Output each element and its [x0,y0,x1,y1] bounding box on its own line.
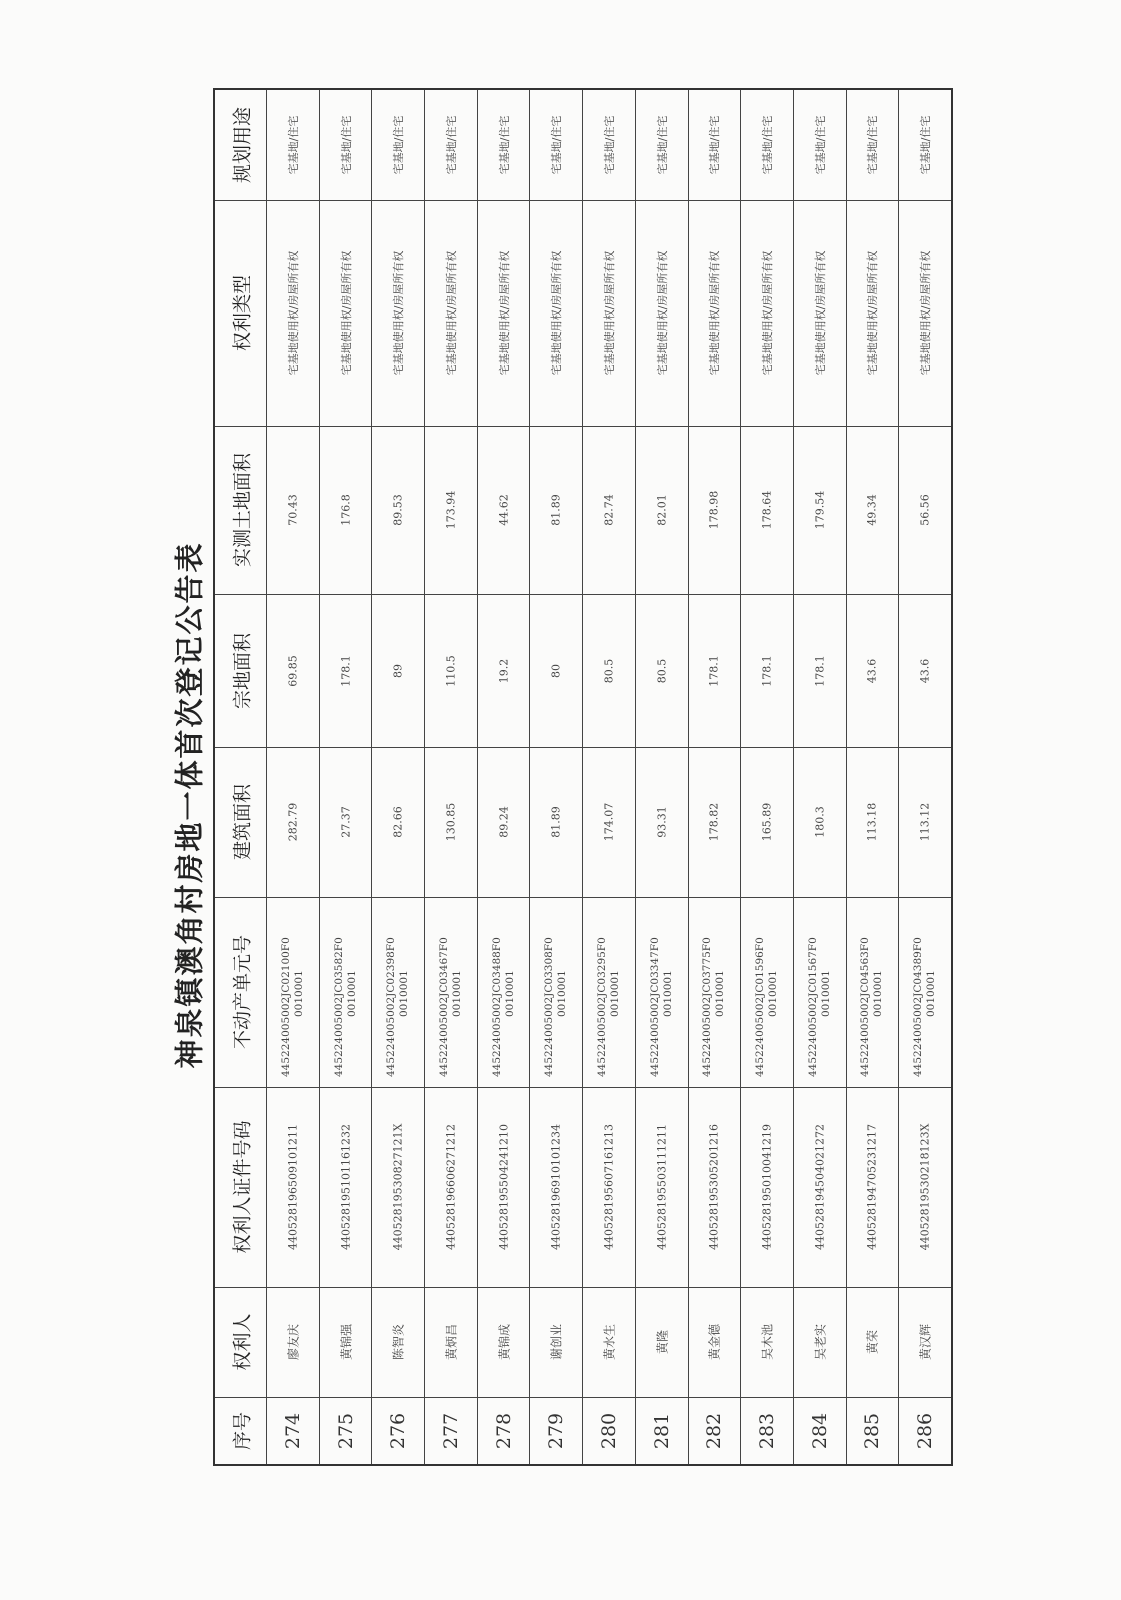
unit-no-line-1: 445224005002JC01567F0 [806,937,819,1078]
survey-area-cell: 44.62 [478,427,530,595]
seq-cell: 282 [703,1412,726,1450]
purpose-cell: 宅基地/住宅 [741,90,793,201]
owner-cell: 黄汉辉 [899,1288,951,1399]
page-title: 神泉镇澳角村房地一体首次登记公告表 [172,541,207,1069]
owner-cell: 黄炳昌 [425,1288,477,1399]
survey-area-cell: 89.53 [372,427,424,595]
header-survey-area: 实测土地面积 [215,427,266,595]
purpose-cell: 宅基地/住宅 [320,90,372,201]
right-type-cell: 宅基地使用权/房屋所有权 [689,201,741,427]
parcel-area-cell: 19.2 [478,595,530,749]
unit-no-line-1: 445224005002JC03308F0 [543,937,556,1078]
parcel-area-cell: 43.6 [899,595,951,749]
seq-cell: 280 [597,1412,620,1450]
building-area-cell: 113.12 [899,748,951,898]
purpose-cell: 宅基地/住宅 [794,90,846,201]
seq-cell: 277 [439,1412,462,1450]
survey-area-cell: 81.89 [530,427,582,595]
unit-no-cell [689,898,741,1088]
unit-no-cell [530,898,582,1088]
right-type-cell: 宅基地使用权/房屋所有权 [741,201,793,427]
unit-no-line-1: 445224005002JC03295F0 [595,937,608,1078]
seq-cell: 283 [756,1412,779,1450]
unit-no-line-2: 0010001 [714,970,727,1018]
unit-no-line-1: 445224005002JC04563F0 [859,937,872,1078]
owner-cell: 吴老实 [794,1288,846,1399]
unit-no-cell [372,898,424,1088]
survey-area-cell: 56.56 [899,427,951,595]
unit-no-line-2: 0010001 [872,970,885,1018]
survey-area-cell: 173.94 [425,427,477,595]
table-row [847,90,900,1464]
cert-no-cell: 44052819530827121X [372,1088,424,1287]
seq-cell: 281 [650,1412,673,1450]
unit-no-cell [425,898,477,1088]
unit-no-line-1: 445224005002JC02398F0 [385,937,398,1078]
cert-no-cell: 44052819530218123X [899,1088,951,1287]
table-row [267,90,320,1464]
right-type-cell: 宅基地使用权/房屋所有权 [899,201,951,427]
owner-cell: 黄水生 [583,1288,635,1399]
building-area-cell: 81.89 [530,748,582,898]
parcel-area-cell: 43.6 [847,595,899,749]
owner-cell: 黄锦成 [478,1288,530,1399]
parcel-area-cell: 178.1 [741,595,793,749]
seq-cell: 276 [387,1412,410,1450]
cert-no-cell: 440528196606271212 [425,1088,477,1287]
building-area-cell: 180.3 [794,748,846,898]
unit-no-cell [267,898,319,1088]
header-right-type: 权利类型 [215,201,266,427]
parcel-area-cell: 69.85 [267,595,319,749]
header-cert-no: 权利人证件号码 [215,1088,266,1287]
right-type-cell: 宅基地使用权/房屋所有权 [847,201,899,427]
table-row [741,90,794,1464]
purpose-cell: 宅基地/住宅 [425,90,477,201]
unit-no-line-1: 445224005002JC01596F0 [754,937,767,1078]
right-type-cell: 宅基地使用权/房屋所有权 [372,201,424,427]
parcel-area-cell: 178.1 [320,595,372,749]
building-area-cell: 93.31 [636,748,688,898]
survey-area-cell: 178.98 [689,427,741,595]
seq-cell: 279 [545,1412,568,1450]
survey-area-cell: 82.74 [583,427,635,595]
survey-area-cell: 178.64 [741,427,793,595]
parcel-area-cell: 80.5 [636,595,688,749]
seq-cell: 275 [334,1412,357,1450]
header-owner: 权利人 [215,1288,266,1399]
unit-no-cell [636,898,688,1088]
parcel-area-cell: 80 [530,595,582,749]
right-type-cell: 宅基地使用权/房屋所有权 [320,201,372,427]
registration-table [213,88,953,1466]
survey-area-cell: 49.34 [847,427,899,595]
owner-cell: 黄荣 [847,1288,899,1399]
table-row [425,90,478,1464]
header-unit-no: 不动产单元号 [215,898,266,1088]
table-row [320,90,373,1464]
unit-no-line-2: 0010001 [819,970,832,1018]
right-type-cell: 宅基地使用权/房屋所有权 [583,201,635,427]
owner-cell: 黄锦强 [320,1288,372,1399]
right-type-cell: 宅基地使用权/房屋所有权 [636,201,688,427]
right-type-cell: 宅基地使用权/房屋所有权 [794,201,846,427]
unit-no-line-1: 445224005002JC03488F0 [490,937,503,1078]
owner-cell: 吴木池 [741,1288,793,1399]
right-type-cell: 宅基地使用权/房屋所有权 [530,201,582,427]
unit-no-line-1: 445224005002JC03347F0 [648,937,661,1078]
unit-no-cell [847,898,899,1088]
building-area-cell: 27.37 [320,748,372,898]
survey-area-cell: 176.8 [320,427,372,595]
header-purpose: 规划用途 [215,90,266,201]
seq-cell: 285 [861,1412,884,1450]
table-row [583,90,636,1464]
owner-cell: 陈智炎 [372,1288,424,1399]
table-row [530,90,583,1464]
unit-no-cell [320,898,372,1088]
header-seq: 序号 [231,1412,253,1451]
cert-no-cell: 440528195305201216 [689,1088,741,1287]
cert-no-cell: 440528194504021272 [794,1088,846,1287]
seq-cell: 278 [492,1412,515,1450]
purpose-cell: 宅基地/住宅 [267,90,319,201]
cert-no-cell: 440528194705231217 [847,1088,899,1287]
table-row [899,90,951,1464]
seq-cell: 286 [914,1412,937,1450]
survey-area-cell: 82.01 [636,427,688,595]
table-row [794,90,847,1464]
survey-area-cell: 179.54 [794,427,846,595]
unit-no-line-2: 0010001 [398,970,411,1018]
right-type-cell: 宅基地使用权/房屋所有权 [267,201,319,427]
building-area-cell: 178.82 [689,748,741,898]
unit-no-line-2: 0010001 [503,970,516,1018]
cert-no-cell: 440528195503111211 [636,1088,688,1287]
purpose-cell: 宅基地/住宅 [372,90,424,201]
unit-no-line-2: 0010001 [925,970,938,1018]
cert-no-cell: 440528195504241210 [478,1088,530,1287]
header-parcel-area: 宗地面积 [215,595,266,749]
cert-no-cell: 440528195010041219 [741,1088,793,1287]
cert-no-cell: 440528196910101234 [530,1088,582,1287]
unit-no-line-2: 0010001 [556,970,569,1018]
owner-cell: 黄隆 [636,1288,688,1399]
unit-no-line-2: 0010001 [292,970,305,1018]
unit-no-line-1: 445224005002JC03582F0 [332,937,345,1078]
seq-cell: 274 [281,1412,304,1450]
purpose-cell: 宅基地/住宅 [689,90,741,201]
unit-no-line-1: 445224005002JC04389F0 [912,937,925,1078]
owner-cell: 谢创业 [530,1288,582,1399]
unit-no-cell [583,898,635,1088]
table-header [215,90,267,1464]
building-area-cell: 89.24 [478,748,530,898]
purpose-cell: 宅基地/住宅 [478,90,530,201]
unit-no-line-1: 445224005002JC03467F0 [437,937,450,1078]
table-row [689,90,742,1464]
cert-no-cell: 440528195607161213 [583,1088,635,1287]
unit-no-line-2: 0010001 [767,970,780,1018]
right-type-cell: 宅基地使用权/房屋所有权 [478,201,530,427]
building-area-cell: 113.18 [847,748,899,898]
building-area-cell: 282.79 [267,748,319,898]
building-area-cell: 130.85 [425,748,477,898]
unit-no-line-2: 0010001 [608,970,621,1018]
parcel-area-cell: 178.1 [794,595,846,749]
building-area-cell: 174.07 [583,748,635,898]
purpose-cell: 宅基地/住宅 [530,90,582,201]
parcel-area-cell: 80.5 [583,595,635,749]
seq-cell: 284 [808,1412,831,1450]
unit-no-cell [899,898,951,1088]
unit-no-line-2: 0010001 [450,970,463,1018]
unit-no-line-2: 0010001 [661,970,674,1018]
owner-cell: 黄金德 [689,1288,741,1399]
survey-area-cell: 70.43 [267,427,319,595]
header-building-area: 建筑面积 [215,748,266,898]
owner-cell: 廖友庆 [267,1288,319,1399]
building-area-cell: 82.66 [372,748,424,898]
building-area-cell: 165.89 [741,748,793,898]
unit-no-cell [478,898,530,1088]
unit-no-line-2: 0010001 [345,970,358,1018]
right-type-cell: 宅基地使用权/房屋所有权 [425,201,477,427]
parcel-area-cell: 110.5 [425,595,477,749]
unit-no-line-1: 445224005002JC03775F0 [701,937,714,1078]
parcel-area-cell: 178.1 [689,595,741,749]
unit-no-line-1: 445224005002JC02100F0 [279,937,292,1078]
table-row [478,90,531,1464]
parcel-area-cell: 89 [372,595,424,749]
purpose-cell: 宅基地/住宅 [899,90,951,201]
purpose-cell: 宅基地/住宅 [583,90,635,201]
table-row [636,90,689,1464]
purpose-cell: 宅基地/住宅 [636,90,688,201]
cert-no-cell: 440528196509101211 [267,1088,319,1287]
table-row [372,90,425,1464]
unit-no-cell [741,898,793,1088]
unit-no-cell [794,898,846,1088]
purpose-cell: 宅基地/住宅 [847,90,899,201]
cert-no-cell: 440528195101161232 [320,1088,372,1287]
